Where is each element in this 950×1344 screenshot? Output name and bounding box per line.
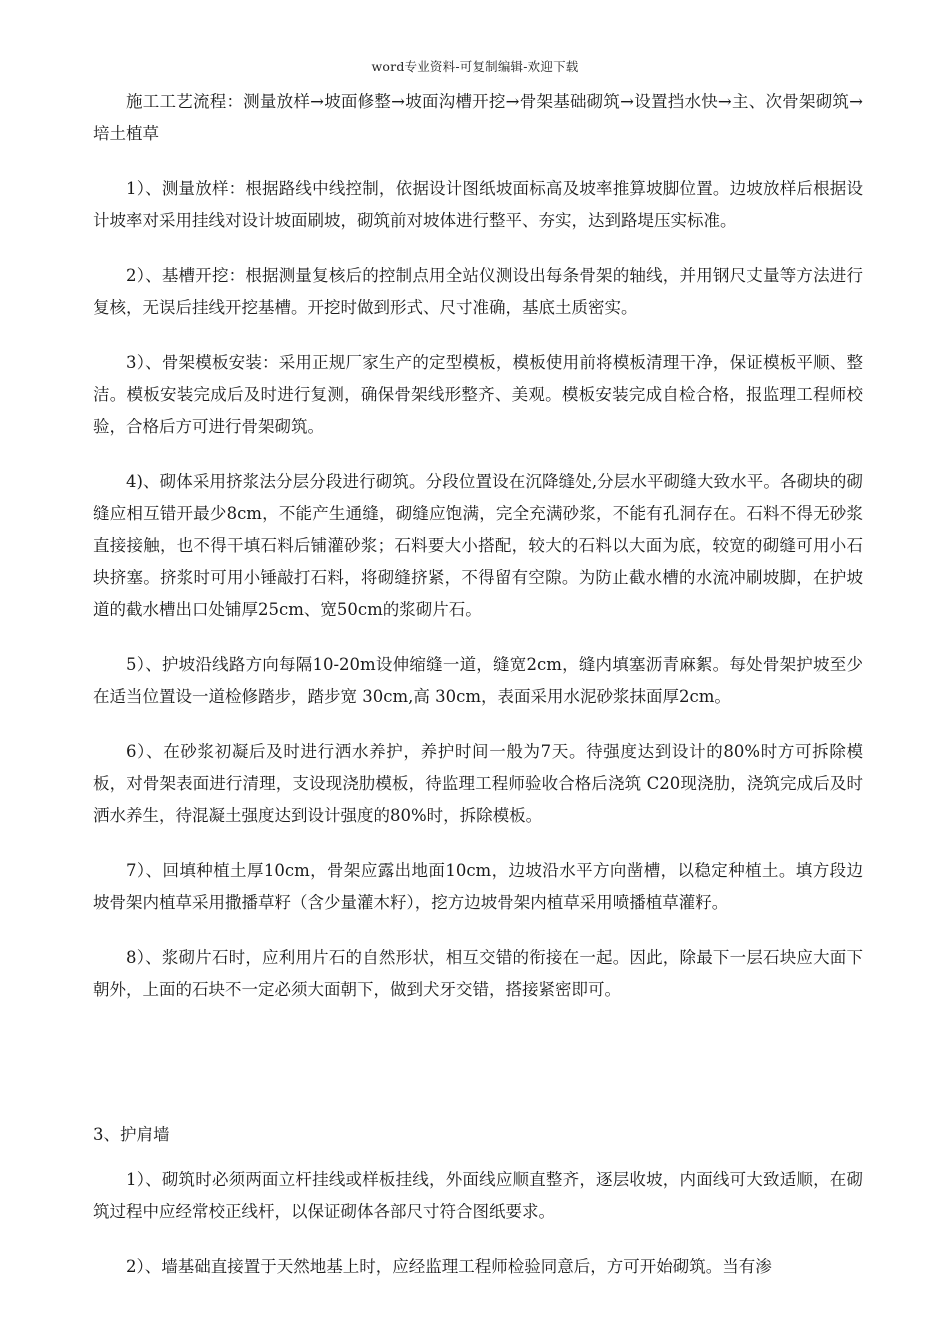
- paragraph-step-1: 1）、测量放样：根据路线中线控制，依据设计图纸坡面标高及坡率推算坡脚位置。边坡放样后根据设计坡率对采用挂线对设计坡面刷坡，砌筑前对坡体进行整平、夯实，达到路堤压实标准。: [93, 179, 863, 230]
- paragraph-step-8: 8）、浆砌片石时，应利用片石的自然形状，相互交错的衔接在一起。因此，除最下一层石块应大面下朝外，上面的石块不一定必须大面朝下，做到犬牙交错，搭接紧密即可。: [93, 948, 863, 999]
- paragraph-step-6: 6）、在砂浆初凝后及时进行洒水养护，养护时间一般为7天。待强度达到设计的80%时方可拆除模板，对骨架表面进行清理，支设现浇肋模板，待监理工程师验收合格后浇筑 C20现浇肋，浇筑完成后及时洒水养生，待混凝土强度达到设计强度的80%时，拆除模板。: [93, 742, 863, 825]
- paragraph-step-2: 2）、基槽开挖：根据测量复核后的控制点用全站仪测设出每条骨架的轴线，并用钢尺丈量等方法进行复核，无误后挂线开挖基槽。开挖时做到形式、尺寸准确，基底土质密实。: [93, 266, 863, 317]
- paragraph-step-4: 4)、砌体采用挤浆法分层分段进行砌筑。分段位置设在沉降缝处,分层水平砌缝大致水平。各砌块的砌缝应相互错开最少8cm，不能产生通缝，砌缝应饱满，完全充满砂浆，不能有孔洞存在。石料不得无砂浆直接接触，也不得干填石料后铺灌砂浆；石料要大小搭配，较大的石料以大面为底，较宽的砌缝可用小石块挤塞。挤浆时可用小锤敲打石料，将砌缝挤紧，不得留有空隙。为防止截水槽的水流冲刷坡脚，在护坡道的截水槽出口处铺厚25cm、宽50cm的浆砌片石。: [93, 472, 863, 619]
- page-header: word专业资料-可复制编辑-欢迎下载: [371, 59, 579, 74]
- paragraph-step-5: 5）、护坡沿线路方向每隔10-20m设伸缩缝一道，缝宽2cm，缝内填塞沥青麻絮。每处骨架护坡至少在适当位置设一道检修踏步，踏步宽 30cm,高 30cm，表面采用水泥砂浆抹面厚2cm。: [93, 655, 863, 706]
- document-body: [93, 86, 863, 1306]
- section-paragraph-1: 1）、砌筑时必须两面立杆挂线或样板挂线，外面线应顺直整齐，逐层收坡，内面线可大致适顺，在砌筑过程中应经常校正线杆，以保证砌体各部尺寸符合图纸要求。: [93, 1170, 863, 1221]
- paragraph-step-7: 7）、回填种植土厚10cm，骨架应露出地面10cm，边坡沿水平方向凿槽，以稳定种植土。填方段边坡骨架内植草采用撒播草籽（含少量灌木籽），挖方边坡骨架内植草采用喷播植草灌籽。: [93, 861, 863, 912]
- paragraph-process-flow: 施工工艺流程：测量放样→坡面修整→坡面沟槽开挖→骨架基础砌筑→设置挡水快→主、次骨架砌筑→培土植草: [93, 92, 863, 143]
- paragraph-step-3: 3）、骨架模板安装：采用正规厂家生产的定型模板，模板使用前将模板清理干净，保证模板平顺、整洁。模板安装完成后及时进行复测，确保骨架线形整齐、美观。模板安装完成自检合格，报监理工程师校验，合格后方可进行骨架砌筑。: [93, 353, 863, 436]
- section-paragraph-2: 2）、墙基础直接置于天然地基上时，应经监理工程师检验同意后，方可开始砌筑。当有渗: [126, 1257, 772, 1276]
- section-heading: 3、护肩墙: [93, 1125, 170, 1144]
